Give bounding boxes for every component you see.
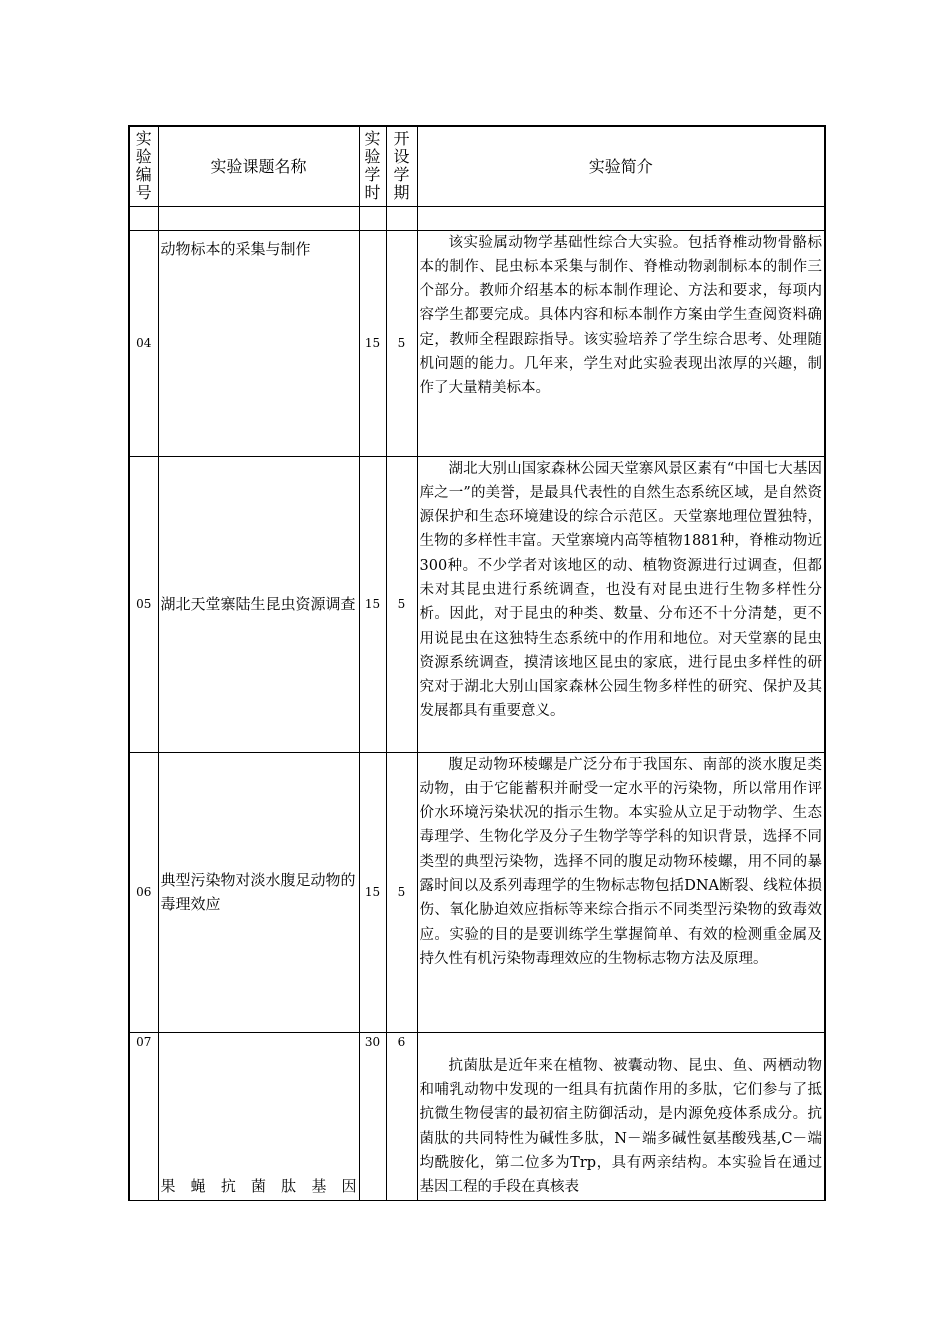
row-hours: 15 [359,456,386,752]
row-intro-text: 湖北大别山国家森林公园天堂寨风景区素有“中国七大基因库之一”的美誉，是最具代表性的自然生态系统区域，是自然资源保护和生态环境建设的综合示范区。天堂寨地理位置独特，生物的多样性丰富。天堂寨境内高等植物1881种，脊椎动物近300种。不少学者对该地区的动、植物资源进行过调查，但都未对其昆虫进行系统调查，也没有对昆虫进行生物多样性分析。因此，对于昆虫的种类、数量、分布还不十分清楚，更不用说昆虫在这独特生态系统中的作用和地位。对天堂寨的昆虫资源系统调查，摸清该地区昆虫的家底，进行昆虫多样性的研究对于湖北大别山国家森林公园生物多样性的研究、保护及其发展都具有重要意义。 [419,460,822,720]
row-name: 果蝇抗菌肽基因 [158,1032,359,1200]
row-name: 典型污染物对淡水腹足动物的毒理效应 [158,752,359,1032]
table-row [129,1032,825,1200]
row-hours: 15 [359,230,386,456]
header-term-1: 开 [393,129,410,149]
header-id-4: 号 [135,183,152,203]
table-row [129,752,825,1032]
row-term: 5 [386,456,417,752]
row-id: 04 [129,230,158,456]
row-intro-text: 该实验属动物学基础性综合大实验。包括脊椎动物骨骼标本的制作、昆虫标本采集与制作、脊椎动物剥制标本的制作三个部分。教师介绍基本的标本制作理论、方法和要求，每项内容学生都要完成。具体内容和标本制作方案由学生查阅资料确定，教师全程跟踪指导。该实验培养了学生综合思考、处理随机问题的能力。几年来，学生对此实验表现出浓厚的兴趣，制作了大量精美标本。 [419,234,822,397]
row-term: 5 [386,752,417,1032]
row-id: 05 [129,456,158,752]
row-intro-text: 腹足动物环棱螺是广泛分布于我国东、南部的淡水腹足类动物，由于它能蓄积并耐受一定水平的污染物，所以常用作评价水环境污染状况的指示生物。本实验从立足于动物学、生态毒理学、生物化学及分子生物学等学科的知识背景，选择不同类型的典型污染物，选择不同的腹足动物环棱螺，用不同的暴露时间以及系列毒理学的生物标志物包括DNA断裂、线粒体损伤、氧化胁迫效应指标等来综合指示不同类型污染物的致毒效应。实验的目的是要训练学生掌握简单、有效的检测重金属及持久性有机污染物毒理效应的生物标志物方法及原理。 [419,756,822,967]
row-intro [417,1032,825,1200]
header-row [129,126,825,206]
header-id [129,126,158,206]
header-name: 实验课题名称 [158,126,359,206]
row-intro [417,752,825,1032]
header-term-2: 设 [393,147,410,167]
row-intro-text: 抗菌肽是近年来在植物、被囊动物、昆虫、鱼、两栖动物和哺乳动物中发现的一组具有抗菌作用的多肽，它们参与了抵抗微生物侵害的最初宿主防御活动，是内源免疫体系成分。抗菌肽的共同特性为碱性多肽，N－端多碱性氨基酸残基,C－端均酰胺化，第二位多为Trp，具有两亲结构。本实验旨在通过基因工程的手段在真核表 [419,1057,822,1196]
row-id: 06 [129,752,158,1032]
table-row [129,456,825,752]
spacer-row [129,206,825,230]
row-intro [417,230,825,456]
table-row [129,230,825,456]
header-hours-2: 验 [364,147,381,167]
row-hours: 15 [359,752,386,1032]
header-id-3: 编 [135,165,152,185]
row-id: 07 [129,1032,158,1200]
header-id-1: 实 [135,129,152,149]
header-hours-3: 学 [364,165,381,185]
row-intro [417,456,825,752]
header-hours-1: 实 [364,129,381,149]
row-term: 5 [386,230,417,456]
row-name: 动物标本的采集与制作 [158,230,359,456]
header-id-2: 验 [135,147,152,167]
row-hours: 30 [359,1032,386,1200]
header-intro: 实验简介 [417,126,825,206]
row-name: 湖北天堂寨陆生昆虫资源调查 [158,456,359,752]
header-term-4: 期 [393,183,410,203]
header-hours-4: 时 [364,183,381,203]
header-term-3: 学 [393,165,410,185]
header-hours [359,126,386,206]
row-term: 6 [386,1032,417,1200]
experiment-table [128,125,826,1201]
header-term [386,126,417,206]
